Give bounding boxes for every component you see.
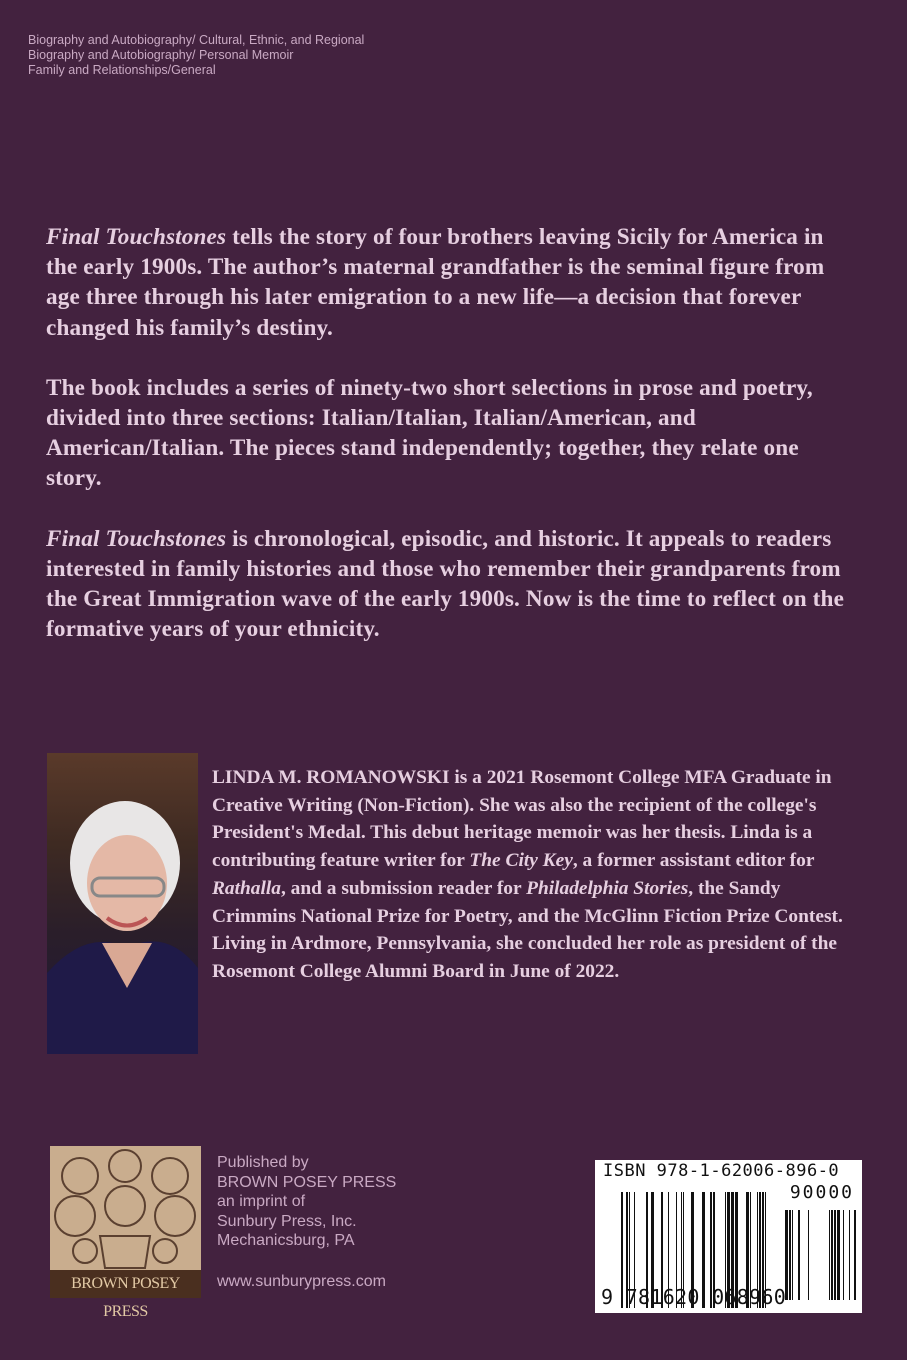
barcode-bar — [808, 1210, 809, 1300]
category-line: Family and Relationships/General — [28, 63, 216, 77]
logo-text: BROWN POSEY PRESS — [50, 1270, 201, 1298]
blurb-text: The book includes a series of ninety-two short selections in prose and poetry, divided into three sections: Italian/Italian, Italian/American, and American/Italian. The pieces stand independently; together, they relate one story. — [46, 374, 813, 492]
author-bio — [212, 764, 862, 986]
author-photo — [47, 753, 198, 1054]
price-addon-number: 90000 — [789, 1182, 854, 1203]
barcode-bar — [798, 1210, 800, 1300]
bio-text: , the Sandy Crimmins National Prize for Poetry, and the McGlinn Fiction Prize Contest. Living in Ardmore, Pennsylvania, she concluded her role as president of the Rosemont College Alumni Board in June of 2022. — [212, 877, 843, 982]
bisac-categories — [28, 33, 364, 78]
bio-text: , a former assistant editor for — [572, 850, 815, 872]
publisher-line: BROWN POSEY PRESS — [217, 1173, 397, 1191]
book-title: Final Touchstones — [46, 525, 227, 552]
publisher-line: an imprint of — [217, 1193, 306, 1210]
barcode-bar — [792, 1210, 793, 1300]
publisher-line: Sunbury Press, Inc. — [217, 1212, 357, 1230]
barcode-bar — [843, 1210, 844, 1300]
publisher-line: Mechanicsburg, PA — [217, 1232, 355, 1249]
publication-title: Philadelphia Stories — [526, 877, 689, 899]
blurb-paragraph — [46, 222, 846, 343]
barcode-bar — [789, 1210, 791, 1300]
barcode-bar — [854, 1210, 856, 1300]
book-blurb — [46, 222, 846, 674]
barcode-bar — [837, 1210, 840, 1300]
category-line: Biography and Autobiography/ Cultural, Ethnic, and Regional — [28, 33, 365, 47]
barcode-bar — [849, 1210, 850, 1300]
publisher-url[interactable]: www.sunburypress.com — [217, 1273, 386, 1290]
bio-text: , and a submission reader for — [280, 877, 527, 899]
book-title: Final Touchstones — [46, 224, 227, 250]
publisher-logo — [50, 1146, 201, 1320]
blurb-text: is chronological, episodic, and historic. It appeals to readers interested in family histories and those who remember their grandparents from the Great Immigration wave of the early 1900s. Now is the time to reflect on the formative years of your ethnicity. — [46, 525, 845, 643]
barcode-bar — [834, 1210, 836, 1300]
category-line: Biography and Autobiography/ Personal Memoir — [28, 48, 294, 62]
isbn-text: ISBN 978-1-62006-896-0 — [603, 1161, 840, 1181]
publication-title: The City Key — [469, 850, 573, 872]
blurb-text: tells the story of four brothers leaving Sicily for America in the early 1900s. The author’s maternal grandfather is the seminal figure from age three through his later emigration to a new life—a decision that forever changed his family’s destiny. — [46, 224, 825, 341]
blurb-paragraph — [46, 373, 846, 494]
isbn-barcode — [595, 1160, 862, 1313]
publisher-info — [217, 1153, 396, 1251]
blurb-paragraph — [46, 524, 846, 645]
ean-number: 9 781620 068960 — [601, 1285, 787, 1309]
publication-title: Rathalla — [212, 877, 281, 899]
barcode-bar — [831, 1210, 833, 1300]
barcode-bar — [829, 1210, 830, 1300]
publisher-line: Published by — [217, 1154, 309, 1171]
bio-text: LINDA M. ROMANOWSKI is a 2021 Rosemont College MFA Graduate in Creative Writing (Non-Fiction). She was also the recipient of the college's President's Medal. This debut heritage memoir was her thesis. Linda is a contributing feature writer for — [212, 767, 832, 872]
